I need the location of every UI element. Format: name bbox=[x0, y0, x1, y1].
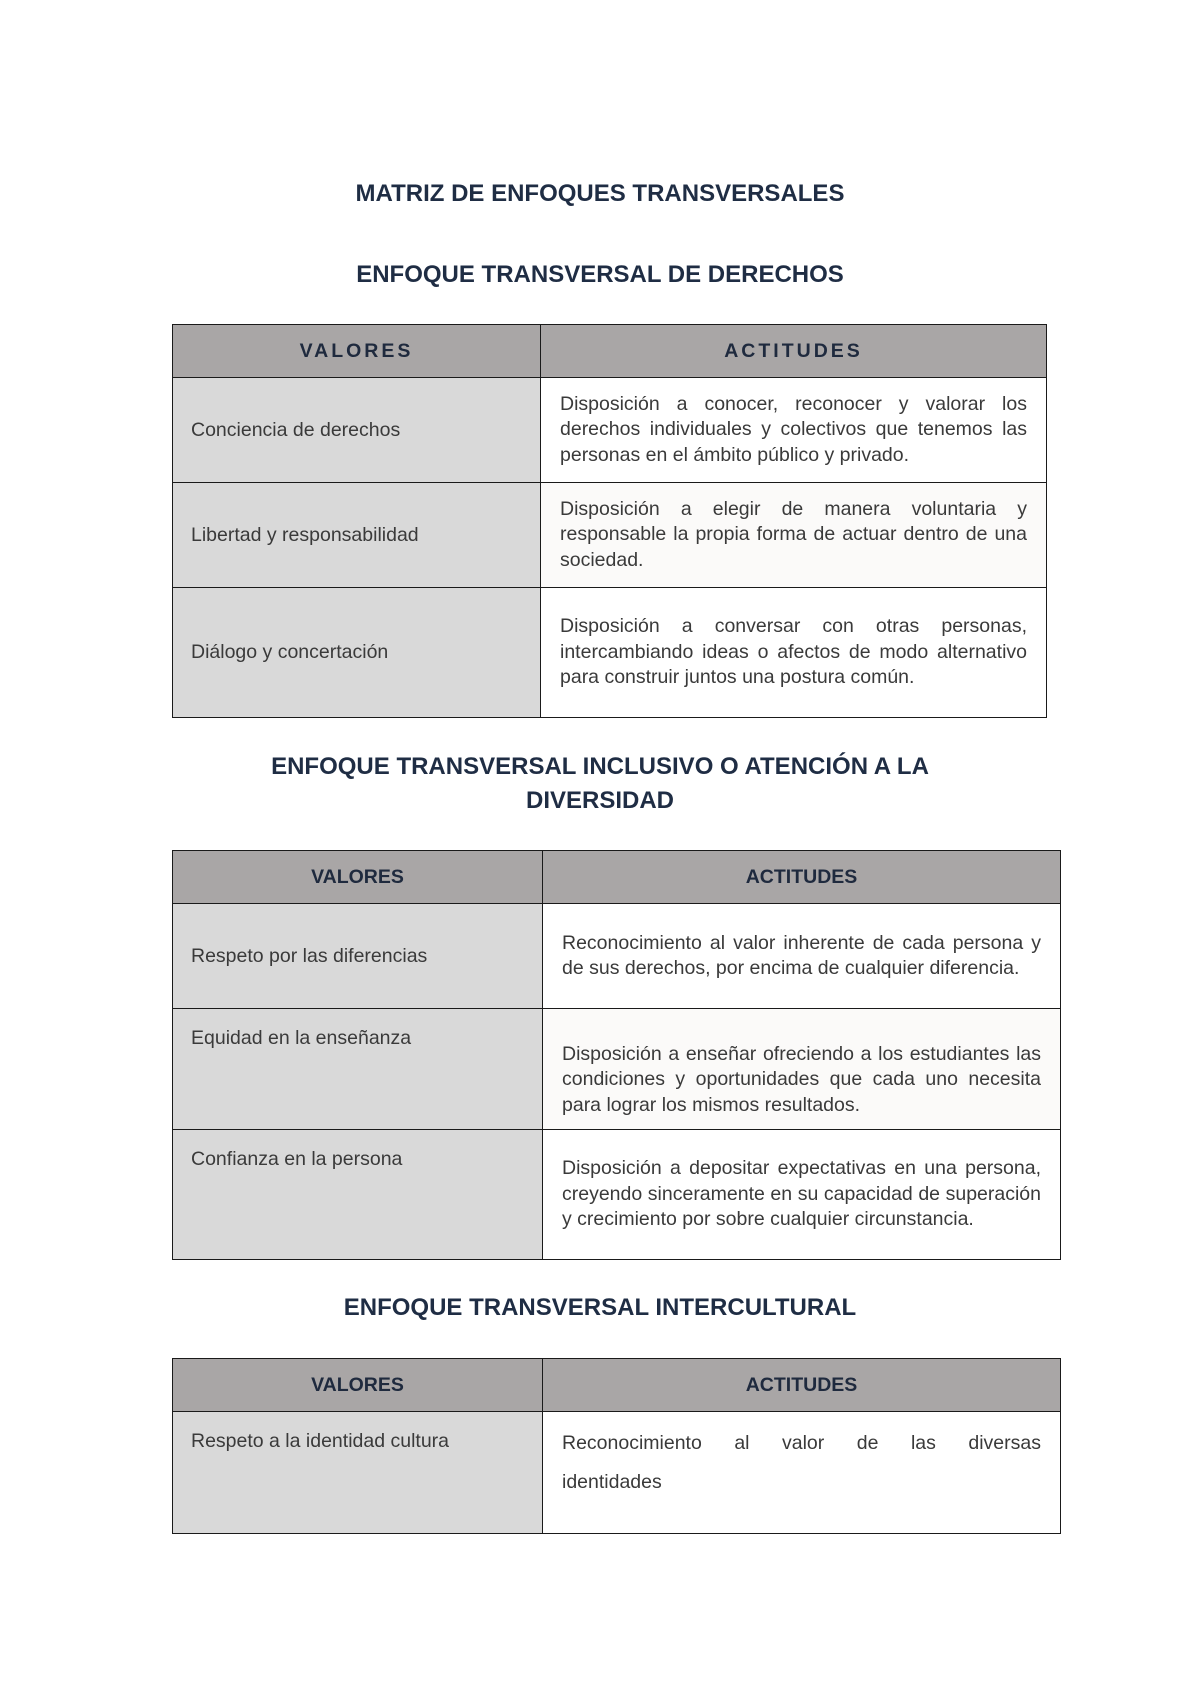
table-row bbox=[173, 1009, 1061, 1130]
actitud-cell: Disposición a enseñar ofreciendo a los estudiantes las condiciones y oportunidades que cada uno necesita para lograr los mismos resultados. bbox=[543, 1009, 1061, 1130]
actitud-cell: Disposición a elegir de manera voluntaria y responsable la propia forma de actuar dentro de una sociedad. bbox=[541, 483, 1047, 588]
section-heading-intercultural: ENFOQUE TRANSVERSAL INTERCULTURAL bbox=[343, 1294, 857, 1321]
actitud-cell: Disposición a conocer, reconocer y valorar los derechos individuales y colectivos que tenemos las personas en el ámbito público y privado. bbox=[541, 378, 1047, 483]
table-row bbox=[173, 378, 1047, 483]
header-actitudes: ACTITUDES bbox=[543, 851, 1061, 904]
header-valores: VALORES bbox=[173, 851, 543, 904]
section-heading-derechos: ENFOQUE TRANSVERSAL DE DERECHOS bbox=[356, 261, 844, 288]
table-row bbox=[173, 1130, 1061, 1260]
valor-cell: Equidad en la enseñanza bbox=[173, 1009, 543, 1130]
actitud-line: Reconocimiento al valor de las diversas bbox=[562, 1432, 1041, 1454]
header-valores: VALORES bbox=[173, 1359, 543, 1412]
table-header-row bbox=[173, 325, 1047, 378]
actitud-cell: Disposición a depositar expectativas en una persona, creyendo sinceramente en su capacidad de superación y crecimiento por sobre cualquier circunstancia. bbox=[543, 1130, 1061, 1260]
valor-cell: Diálogo y concertación bbox=[173, 588, 541, 718]
valor-cell: Conciencia de derechos bbox=[173, 378, 541, 483]
actitud-cell: Disposición a conversar con otras personas, intercambiando ideas o afectos de modo alternativo para construir juntos una postura común. bbox=[541, 588, 1047, 718]
valor-cell: Confianza en la persona bbox=[173, 1130, 543, 1260]
table-header-row bbox=[173, 851, 1061, 904]
valor-cell: Respeto por las diferencias bbox=[173, 904, 543, 1009]
table-row bbox=[173, 588, 1047, 718]
valor-cell: Respeto a la identidad cultura bbox=[173, 1412, 543, 1534]
actitud-cell bbox=[543, 1412, 1061, 1534]
table-row bbox=[173, 904, 1061, 1009]
table-row bbox=[173, 1412, 1061, 1534]
header-actitudes: ACTITUDES bbox=[541, 325, 1047, 378]
table-intercultural bbox=[172, 1358, 1061, 1534]
document-title: MATRIZ DE ENFOQUES TRANSVERSALES bbox=[355, 180, 845, 207]
table-row bbox=[173, 483, 1047, 588]
actitud-cell: Reconocimiento al valor inherente de cada persona y de sus derechos, por encima de cualquier diferencia. bbox=[543, 904, 1061, 1009]
valor-cell: Libertad y responsabilidad bbox=[173, 483, 541, 588]
table-derechos bbox=[172, 324, 1047, 718]
actitud-line: identidades bbox=[562, 1471, 662, 1493]
header-actitudes: ACTITUDES bbox=[543, 1359, 1061, 1412]
table-header-row bbox=[173, 1359, 1061, 1412]
header-valores: VALORES bbox=[173, 325, 541, 378]
table-inclusivo bbox=[172, 850, 1061, 1260]
section-heading-inclusivo: ENFOQUE TRANSVERSAL INCLUSIVO O ATENCIÓN A LA DIVERSIDAD bbox=[271, 753, 929, 814]
